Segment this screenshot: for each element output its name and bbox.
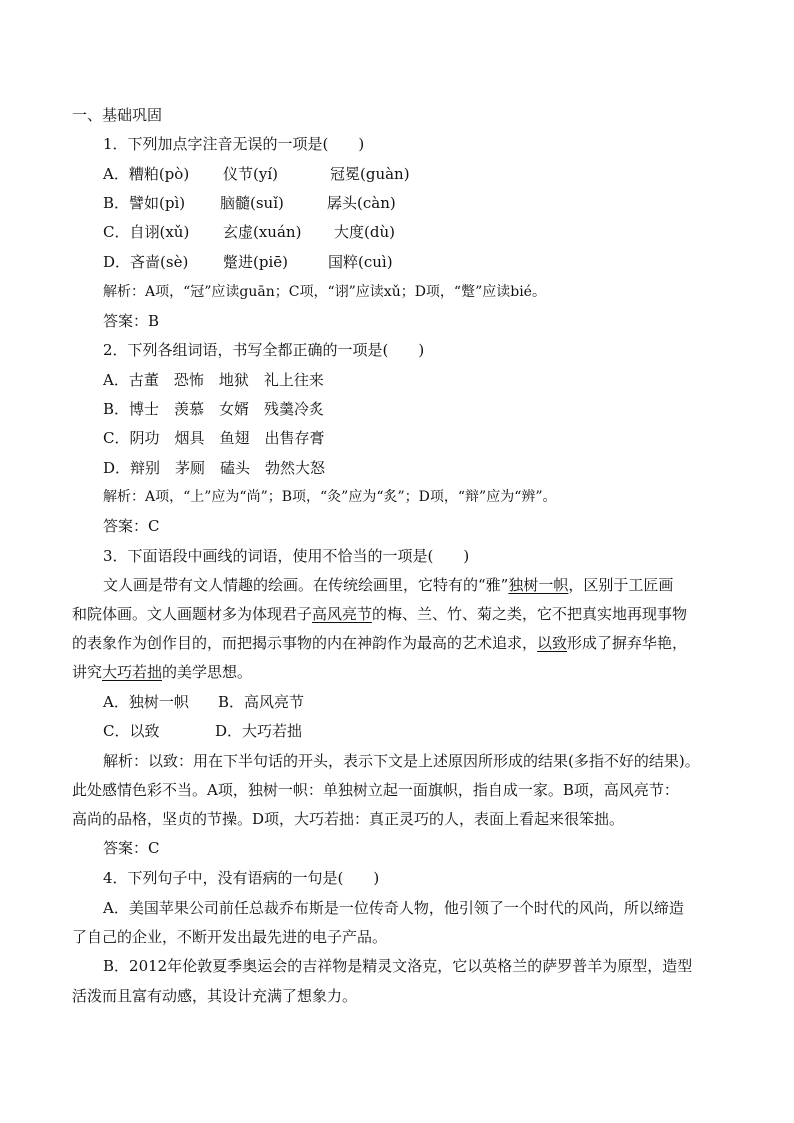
- q1-analysis: 解析：A项，“冠”应读guān；C项，“诩”应读xǔ；D项，“蹩”应读bié。: [103, 284, 546, 300]
- q1-d-1: D．吝啬(sè): [103, 253, 189, 271]
- q3-analysis-line-3: 高尚的品格，坚贞的节操。D项，大巧若拙：真正灵巧的人，表面上看起来很笨拙。: [72, 810, 625, 828]
- q3-para-4a: 讲究: [72, 663, 103, 681]
- q1-b-3: 孱头(càn): [327, 194, 396, 212]
- q2-option-a: A．古董 恐怖 地狱 礼上往来: [103, 371, 324, 389]
- q3-option-b: B．高风亮节: [218, 693, 305, 711]
- q3-para-line-2: [72, 604, 687, 624]
- q3-underline-2: 高风亮节: [312, 605, 373, 623]
- q3-para-3a: 的表象作为创作目的，而把揭示事物的内在神韵作为最高的艺术追求，: [72, 634, 538, 652]
- q3-options-row-1: [103, 692, 304, 712]
- q3-para-line-3: [72, 633, 687, 653]
- q3-para-4b: 的美学思想。: [162, 663, 253, 681]
- q1-c-3: 大度(dù): [334, 223, 395, 241]
- q3-para-3b: 形成了摒弃华艳，: [567, 634, 688, 652]
- q1-row-b: [103, 193, 396, 213]
- q4-option-a-line-1: A．美国苹果公司前任总裁乔布斯是一位传奇人物，他引领了一个时代的风尚，所以缔造: [103, 899, 684, 917]
- q2-option-d: D．辩别 茅厕 磕头 勃然大怒: [103, 459, 326, 477]
- q2-option-b: B．博士 羡慕 女婿 残羹冷炙: [103, 400, 325, 418]
- q3-options-row-2: [103, 721, 302, 741]
- q2-answer: 答案：C: [103, 517, 160, 535]
- q3-stem: 3．下面语段中画线的词语，使用不恰当的一项是( ): [103, 547, 470, 565]
- q1-b-1: B．譬如(pì): [103, 194, 186, 212]
- q3-option-d: D．大巧若拙: [215, 722, 303, 740]
- q2-analysis: 解析：A项，“上”应为“尚”；B项，“灸”应为“炙”；D项，“辩”应为“辨”。: [103, 489, 557, 505]
- q1-row-a: [103, 164, 410, 184]
- q1-stem: 1．下列加点字注音无误的一项是( ): [103, 135, 365, 153]
- q3-para-1b: ，区别于工匠画: [568, 576, 674, 594]
- q1-a-2: 仪节(yí): [223, 165, 278, 183]
- q4-option-a-line-2: 了自己的企业，不断开发出最先进的电子产品。: [72, 928, 388, 946]
- q3-answer: 答案：C: [103, 839, 160, 857]
- q1-answer: 答案：B: [103, 312, 160, 330]
- q1-a-3: 冠冕(guàn): [330, 165, 410, 183]
- q4-option-b-line-1: B．2012年伦敦夏季奥运会的吉祥物是精灵文洛克，它以英格兰的萨罗普羊为原型，造型: [103, 957, 693, 975]
- q4-stem: 4．下列句子中，没有语病的一句是( ): [103, 869, 380, 887]
- q3-para-line-1: [103, 575, 673, 595]
- q1-d-3: 国粹(cuì): [328, 253, 393, 271]
- q2-option-c: C．阴功 烟具 鱼翅 出售存膏: [103, 429, 325, 447]
- q1-c-1: C．自诩(xǔ): [103, 223, 190, 241]
- q1-c-2: 玄虚(xuán): [223, 223, 302, 241]
- q3-analysis-line-1: 解析：以致：用在下半句话的开头，表示下文是上述原因所形成的结果(多指不好的结果)。: [103, 752, 700, 770]
- q1-row-c: [103, 222, 395, 242]
- q2-stem: 2．下列各组词语，书写全都正确的一项是( ): [103, 341, 425, 359]
- q3-para-2a: 和院体画。文人画题材多为体现君子: [72, 605, 313, 623]
- q3-underline-4: 大巧若拙: [102, 663, 163, 681]
- q1-d-2: 蹩进(piē): [223, 253, 288, 271]
- q1-b-2: 脑髓(suǐ): [220, 194, 284, 212]
- q3-para-2b: 的梅、兰、竹、菊之类，它不把真实地再现事物: [372, 605, 688, 623]
- q1-a-1: A．糟粕(pò): [103, 165, 190, 183]
- q3-para-1a: 文人画是带有文人情趣的绘画。在传统绘画里，它特有的“雅”: [103, 576, 509, 594]
- q3-option-a: A．独树一帜: [103, 693, 189, 711]
- q4-option-b-line-2: 活泼而且富有动感，其设计充满了想象力。: [72, 987, 358, 1005]
- q3-analysis-line-2: 此处感情色彩不当。A项，独树一帜：单独树立起一面旗帜，指自成一家。B项，高风亮节：: [72, 781, 679, 799]
- q3-option-c: C．以致: [103, 722, 160, 740]
- q3-underline-3: 以致: [537, 634, 568, 652]
- q3-underline-1: 独树一帜: [508, 576, 569, 594]
- q1-row-d: [103, 252, 393, 272]
- q3-para-line-4: [72, 662, 252, 682]
- section-title: 一、基础巩固: [72, 106, 163, 124]
